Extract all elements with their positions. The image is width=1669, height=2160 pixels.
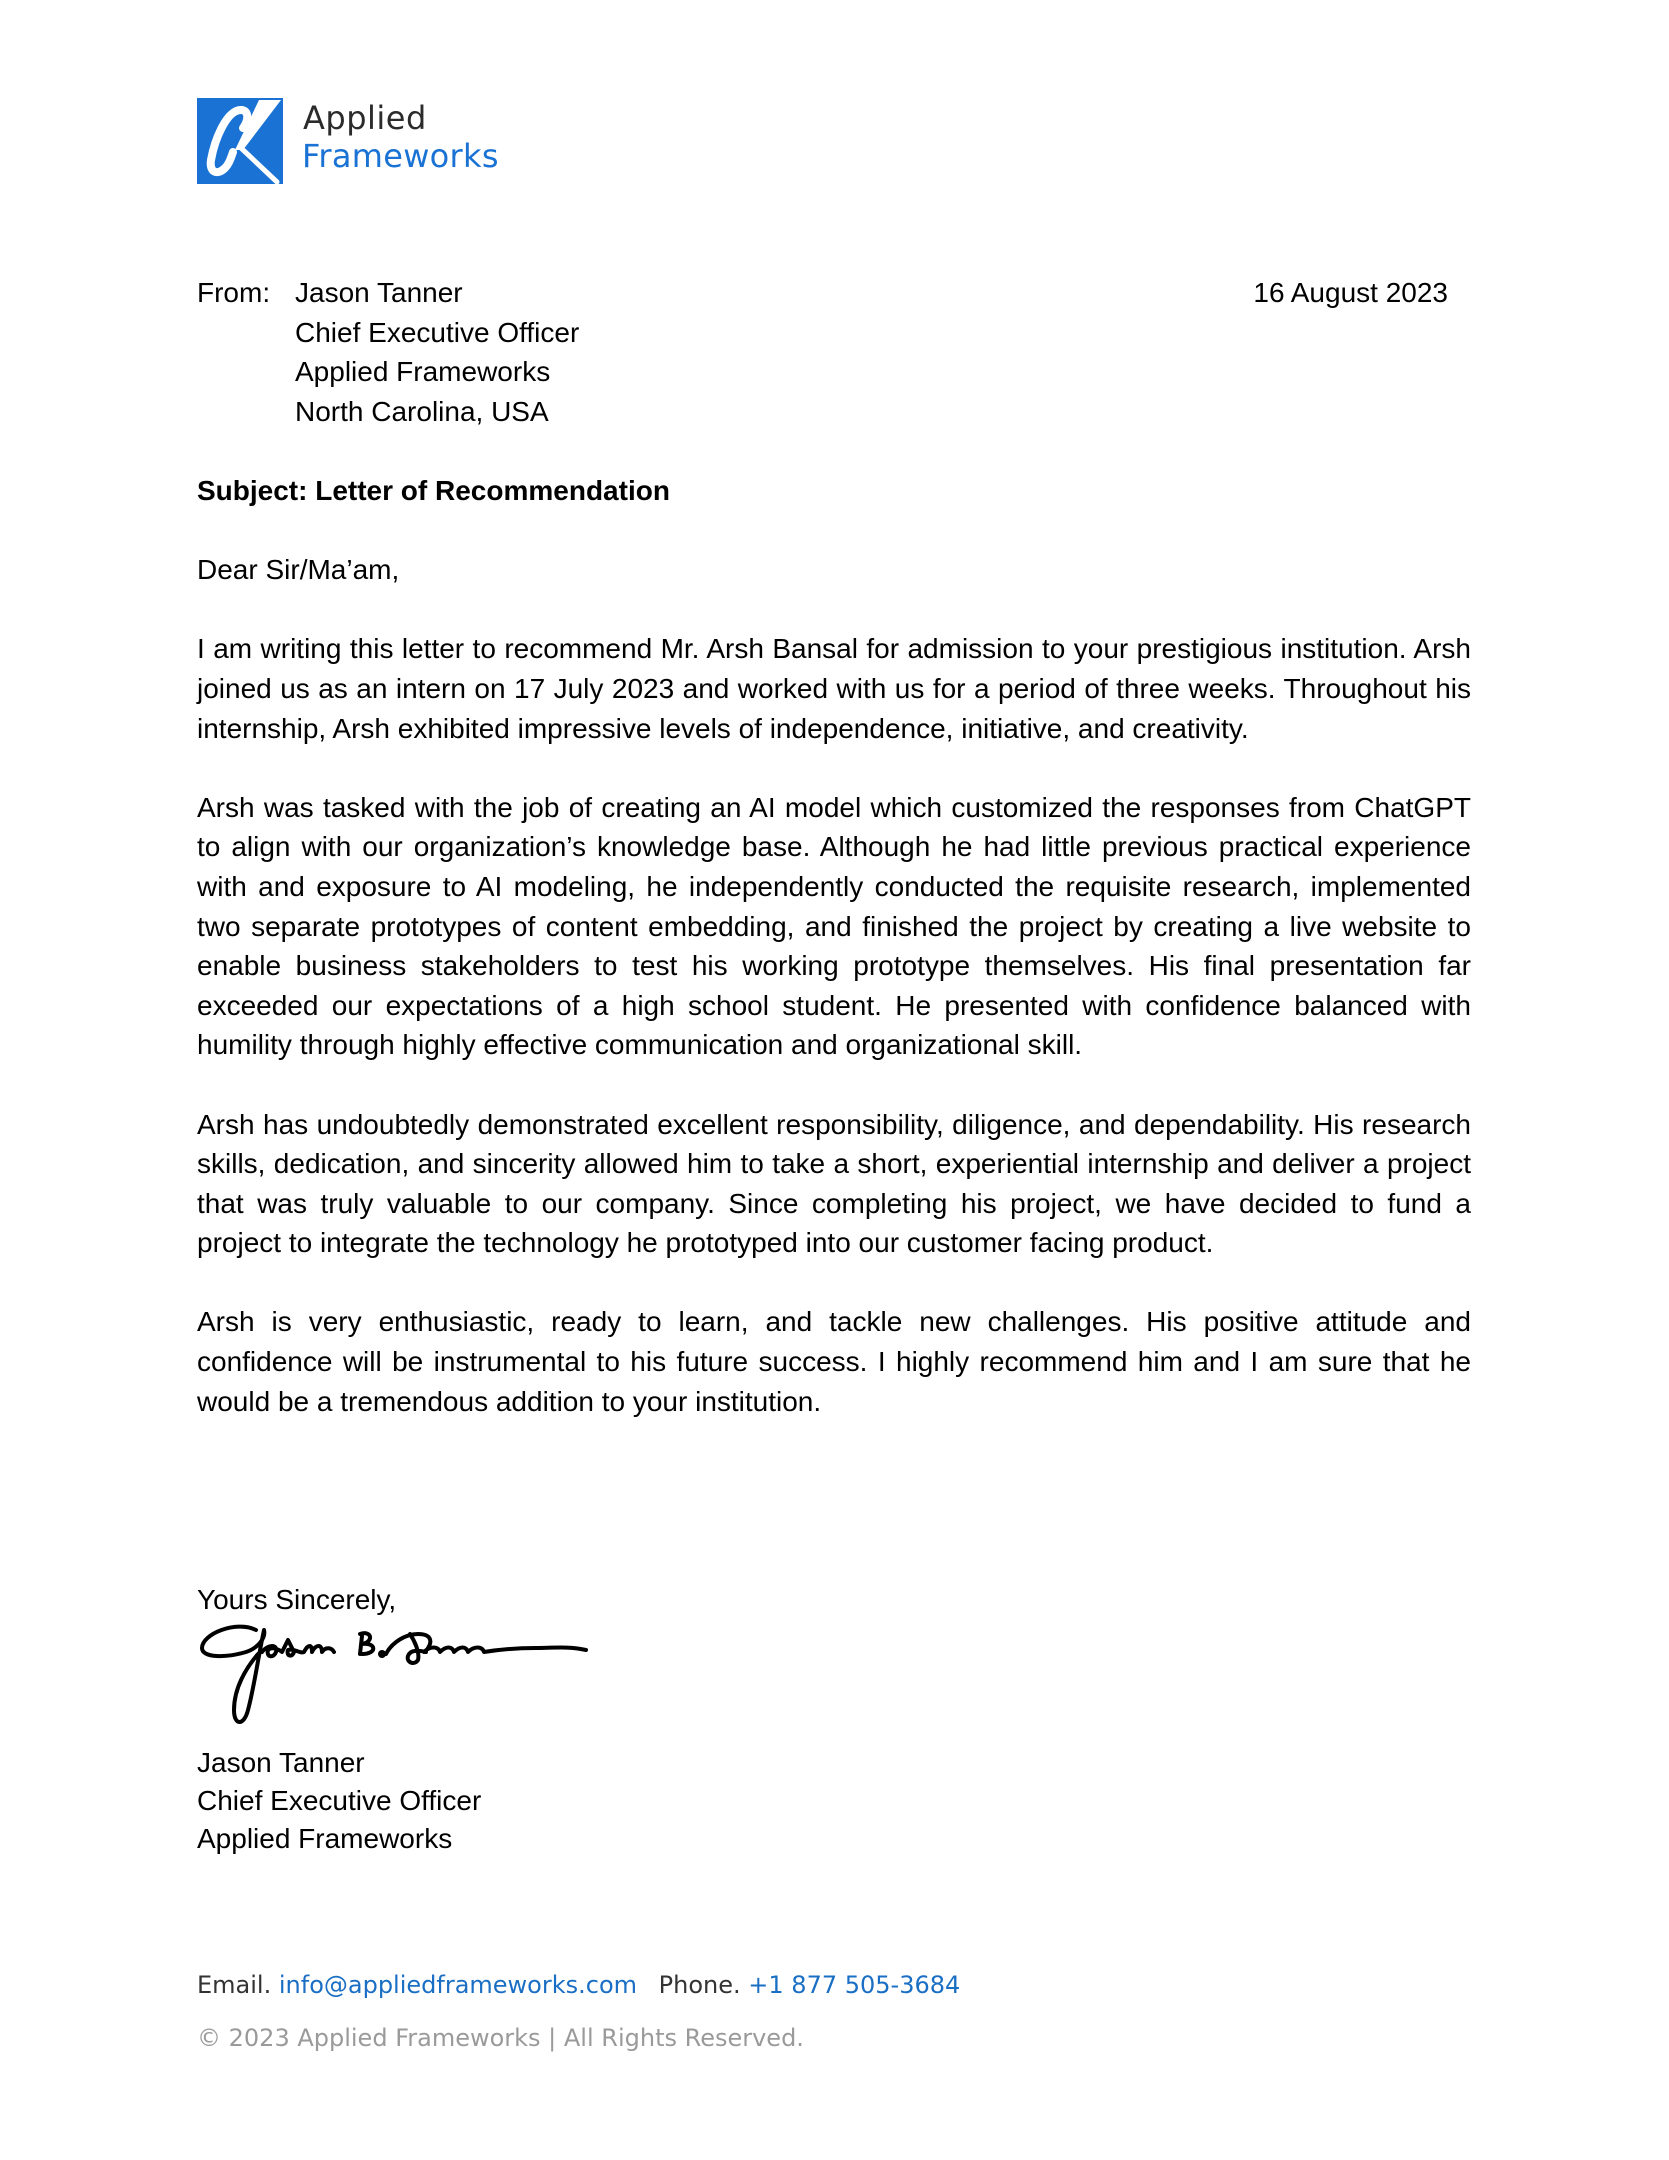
paragraph-3: Arsh has undoubtedly demonstrated excellent responsibility, diligence, and dependability. His research skills, dedication, and sincerity allowed him to take a short, experiential internship and deliver a project that was truly valuable to our company. Since completing his project, we have decided to fund a project to integrate the technology he prototyped into our customer facing product. (197, 1108, 1471, 1259)
closing-line: Yours Sincerely, (197, 1584, 397, 1615)
logo-icon (197, 98, 283, 184)
sender-title: Chief Executive Officer (295, 316, 580, 348)
email-link[interactable]: info@appliedframeworks.com (278, 1971, 638, 1999)
letter-date: 16 August 2023 (1253, 277, 1448, 308)
logo-text-frameworks: Frameworks (302, 137, 499, 175)
phone-link[interactable]: +1 877 505-3684 (748, 1971, 961, 1999)
paragraph-4: Arsh is very enthusiastic, ready to learn, and tackle new challenges. His positive attitude and confidence will be instrumental to his future success. I highly recommend him and I am sure that he would be a tremendous addition to your institution. (197, 1306, 1471, 1417)
signature-icon (196, 1618, 591, 1730)
sender-company: Applied Frameworks (295, 356, 551, 388)
logo-glyph-icon (197, 98, 283, 184)
sender-block (197, 273, 579, 431)
subject-line: Subject: Letter of Recommendation (197, 475, 670, 506)
sender-location: North Carolina, USA (295, 395, 549, 427)
from-label: From: (197, 277, 271, 308)
signatory-company: Applied Frameworks (197, 1823, 453, 1854)
paragraph-1: I am writing this letter to recommend Mr. Arsh Bansal for admission to your prestigious institution. Arsh joined us as an intern on 17 July 2023 and worked with us for a period of three weeks. Throughout his internship, Arsh exhibited impressive levels of independence, initiative, and creativity. (197, 633, 1471, 744)
email-label: Email. (197, 1971, 272, 1999)
sender-name: Jason Tanner (295, 277, 463, 308)
signatory-block (197, 1744, 481, 1858)
letter-body (197, 471, 1471, 1421)
salutation: Dear Sir/Ma’am, (197, 554, 400, 586)
copyright-notice: © 2023 Applied Frameworks | All Rights Reserved. (197, 2024, 804, 2052)
phone-label: Phone. (658, 1971, 741, 1999)
footer-contact (197, 1968, 960, 2002)
logo-text-applied: Applied (303, 99, 427, 137)
paragraph-2: Arsh was tasked with the job of creating an AI model which customized the responses from ChatGPT to align with our organization’s knowledge base. Although he had little previous practical experience with and exposure to AI modeling, he independently conducted the requisite research, implemented two separate prototypes of content embedding, and finished the project by creating a live website to enable business stakeholders to test his working prototype themselves. His final presentation far exceeded our expectations of a high school student. He presented with confidence balanced with humility through highly effective communication and organizational skill. (197, 791, 1471, 1061)
signatory-name: Jason Tanner (197, 1747, 365, 1778)
signatory-title: Chief Executive Officer (197, 1785, 482, 1816)
